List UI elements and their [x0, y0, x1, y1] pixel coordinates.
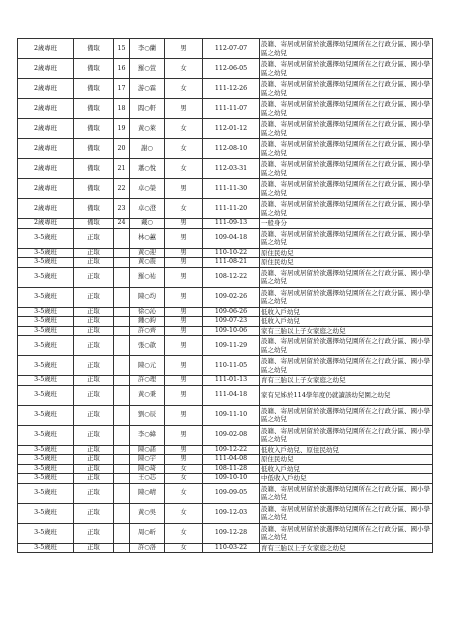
table-row: [18, 503, 433, 523]
gender-cell: 女: [165, 59, 203, 79]
status-cell: 備取: [74, 139, 114, 159]
number-cell: [114, 307, 130, 317]
number-cell: [114, 326, 130, 336]
birthdate-cell: 111-12-26: [203, 79, 260, 99]
birthdate-cell: 110-11-05: [203, 356, 260, 376]
birthdate-cell: 111-01-13: [203, 376, 260, 386]
class-cell: 3-5歲班: [18, 474, 74, 484]
eligibility-cell: 設籍、寄居或居留於欲選擇幼兒園所在之行政分區、國小學區之幼兒: [260, 228, 433, 248]
status-cell: 正取: [74, 307, 114, 317]
number-cell: [114, 258, 130, 268]
birthdate-cell: 109-06-26: [203, 307, 260, 317]
eligibility-cell: 原住民幼兒: [260, 248, 433, 258]
status-cell: 備取: [74, 79, 114, 99]
class-cell: 3-5歲班: [18, 287, 74, 307]
eligibility-cell: 家有三胎以上子女家庭之幼兒: [260, 326, 433, 336]
table-row: [18, 39, 433, 59]
eligibility-cell: 設籍、寄居或居留於欲選擇幼兒園所在之行政分區、國小學區之幼兒: [260, 39, 433, 59]
class-cell: 2歲專班: [18, 199, 74, 219]
class-cell: 3-5歲班: [18, 464, 74, 474]
gender-cell: 女: [165, 474, 203, 484]
gender-cell: 男: [165, 307, 203, 317]
gender-cell: 女: [165, 139, 203, 159]
name-cell: 陳○宇: [130, 455, 165, 465]
gender-cell: 男: [165, 376, 203, 386]
name-cell: 閻○軒: [130, 99, 165, 119]
number-cell: [114, 474, 130, 484]
birthdate-cell: 111-11-07: [203, 99, 260, 119]
birthdate-cell: 108-12-22: [203, 267, 260, 287]
status-cell: 正取: [74, 376, 114, 386]
table-row: [18, 445, 433, 455]
table-row: [18, 307, 433, 317]
number-cell: [114, 356, 130, 376]
birthdate-cell: 109-02-26: [203, 287, 260, 307]
status-cell: 正取: [74, 317, 114, 327]
name-cell: 游○霖: [130, 79, 165, 99]
birthdate-cell: 109-07-23: [203, 317, 260, 327]
table-row: [18, 79, 433, 99]
class-cell: 2歲專班: [18, 59, 74, 79]
table-row: [18, 258, 433, 268]
birthdate-cell: 111-09-13: [203, 219, 260, 229]
table-row: [18, 317, 433, 327]
birthdate-cell: 111-11-30: [203, 179, 260, 199]
number-cell: [114, 287, 130, 307]
table-row: [18, 336, 433, 356]
gender-cell: 男: [165, 356, 203, 376]
class-cell: 3-5歲班: [18, 543, 74, 553]
table-row: [18, 267, 433, 287]
class-cell: 3-5歲班: [18, 307, 74, 317]
birthdate-cell: 109-10-10: [203, 474, 260, 484]
table-row: [18, 99, 433, 119]
status-cell: 備取: [74, 159, 114, 179]
status-cell: 備取: [74, 99, 114, 119]
table-row: [18, 483, 433, 503]
name-cell: 陳○琦: [130, 464, 165, 474]
status-cell: 正取: [74, 287, 114, 307]
gender-cell: 男: [165, 267, 203, 287]
status-cell: 備取: [74, 59, 114, 79]
birthdate-cell: 109-11-10: [203, 405, 260, 425]
name-cell: 徐○沁: [130, 307, 165, 317]
gender-cell: 女: [165, 119, 203, 139]
gender-cell: 男: [165, 385, 203, 405]
name-cell: 戴○: [130, 219, 165, 229]
eligibility-cell: 一般身分: [260, 219, 433, 229]
name-cell: 黃○秉: [130, 385, 165, 405]
eligibility-cell: 低收入戶幼兒: [260, 317, 433, 327]
status-cell: 正取: [74, 258, 114, 268]
birthdate-cell: 110-10-22: [203, 248, 260, 258]
eligibility-cell: 育有三胎以上子女家庭之幼兒: [260, 376, 433, 386]
birthdate-cell: 112-03-31: [203, 159, 260, 179]
number-cell: [114, 248, 130, 258]
class-cell: 3-5歲班: [18, 503, 74, 523]
table-row: [18, 523, 433, 543]
birthdate-cell: 112-07-07: [203, 39, 260, 59]
eligibility-cell: 設籍、寄居或居留於欲選擇幼兒園所在之行政分區、國小學區之幼兒: [260, 336, 433, 356]
name-cell: 劉○辰: [130, 405, 165, 425]
gender-cell: 女: [165, 79, 203, 99]
class-cell: 3-5歲班: [18, 445, 74, 455]
status-cell: 正取: [74, 445, 114, 455]
name-cell: 李○蘭: [130, 39, 165, 59]
name-cell: 李○緯: [130, 425, 165, 445]
eligibility-cell: 設籍、寄居或居留於欲選擇幼兒園所在之行政分區、國小學區之幼兒: [260, 523, 433, 543]
name-cell: 黃○震: [130, 258, 165, 268]
number-cell: [114, 376, 130, 386]
number-cell: [114, 385, 130, 405]
birthdate-cell: 109-11-29: [203, 336, 260, 356]
table-row: [18, 455, 433, 465]
name-cell: 羅○祐: [130, 267, 165, 287]
eligibility-cell: 設籍、寄居或居留於欲選擇幼兒園所在之行政分區、國小學區之幼兒: [260, 425, 433, 445]
status-cell: 備取: [74, 179, 114, 199]
birthdate-cell: 111-11-20: [203, 199, 260, 219]
number-cell: 20: [114, 139, 130, 159]
gender-cell: 女: [165, 464, 203, 474]
gender-cell: 女: [165, 199, 203, 219]
name-cell: 王○芯: [130, 474, 165, 484]
name-cell: 卓○澄: [130, 199, 165, 219]
class-cell: 3-5歲班: [18, 455, 74, 465]
status-cell: 備取: [74, 39, 114, 59]
table-row: [18, 119, 433, 139]
name-cell: 卓○榮: [130, 179, 165, 199]
class-cell: 3-5歲班: [18, 248, 74, 258]
gender-cell: 男: [165, 326, 203, 336]
table-row: [18, 228, 433, 248]
birthdate-cell: 112-08-10: [203, 139, 260, 159]
name-cell: 謝○: [130, 139, 165, 159]
name-cell: 陳○元: [130, 356, 165, 376]
class-cell: 2歲專班: [18, 139, 74, 159]
table-row: [18, 199, 433, 219]
eligibility-cell: 設籍、寄居或居留於欲選擇幼兒園所在之行政分區、國小學區之幼兒: [260, 179, 433, 199]
table-row: [18, 376, 433, 386]
class-cell: 3-5歲班: [18, 228, 74, 248]
name-cell: 許○洛: [130, 543, 165, 553]
gender-cell: 女: [165, 159, 203, 179]
number-cell: [114, 336, 130, 356]
status-cell: 正取: [74, 483, 114, 503]
birthdate-cell: 111-04-08: [203, 455, 260, 465]
gender-cell: 男: [165, 258, 203, 268]
eligibility-cell: 設籍、寄居或居留於欲選擇幼兒園所在之行政分區、國小學區之幼兒: [260, 356, 433, 376]
gender-cell: 男: [165, 179, 203, 199]
status-cell: 正取: [74, 455, 114, 465]
table-row: [18, 219, 433, 229]
name-cell: 鍾○鈞: [130, 317, 165, 327]
class-cell: 2歲專班: [18, 99, 74, 119]
birthdate-cell: 110-03-22: [203, 543, 260, 553]
number-cell: 16: [114, 59, 130, 79]
status-cell: 正取: [74, 267, 114, 287]
name-cell: 陳○諾: [130, 445, 165, 455]
table-row: [18, 405, 433, 425]
status-cell: 正取: [74, 356, 114, 376]
status-cell: 正取: [74, 385, 114, 405]
table-row: [18, 59, 433, 79]
eligibility-cell: 原住民幼兒: [260, 258, 433, 268]
class-cell: 3-5歲班: [18, 376, 74, 386]
status-cell: 正取: [74, 464, 114, 474]
class-cell: 3-5歲班: [18, 317, 74, 327]
class-cell: 3-5歲班: [18, 258, 74, 268]
name-cell: 周○昕: [130, 523, 165, 543]
number-cell: 18: [114, 99, 130, 119]
gender-cell: 男: [165, 336, 203, 356]
birthdate-cell: 112-01-12: [203, 119, 260, 139]
gender-cell: 男: [165, 455, 203, 465]
class-cell: 3-5歲班: [18, 267, 74, 287]
birthdate-cell: 109-04-18: [203, 228, 260, 248]
eligibility-cell: 設籍、寄居或居留於欲選擇幼兒園所在之行政分區、國小學區之幼兒: [260, 99, 433, 119]
table-row: [18, 179, 433, 199]
class-cell: 2歲專班: [18, 159, 74, 179]
eligibility-cell: 設籍、寄居或居留於欲選擇幼兒園所在之行政分區、國小學區之幼兒: [260, 159, 433, 179]
number-cell: [114, 464, 130, 474]
table-row: [18, 248, 433, 258]
status-cell: 備取: [74, 219, 114, 229]
name-cell: 黃○迎: [130, 248, 165, 258]
table-row: [18, 385, 433, 405]
class-cell: 2歲專班: [18, 119, 74, 139]
name-cell: 陳○晴: [130, 483, 165, 503]
eligibility-cell: 設籍、寄居或居留於欲選擇幼兒園所在之行政分區、國小學區之幼兒: [260, 483, 433, 503]
table-row: [18, 287, 433, 307]
status-cell: 備取: [74, 199, 114, 219]
status-cell: 正取: [74, 474, 114, 484]
number-cell: [114, 445, 130, 455]
eligibility-cell: 設籍、寄居或居留於欲選擇幼兒園所在之行政分區、國小學區之幼兒: [260, 79, 433, 99]
name-cell: 林○蕙: [130, 228, 165, 248]
gender-cell: 男: [165, 405, 203, 425]
number-cell: 21: [114, 159, 130, 179]
table-row: [18, 139, 433, 159]
number-cell: [114, 228, 130, 248]
class-cell: 3-5歲班: [18, 356, 74, 376]
birthdate-cell: 109-02-08: [203, 425, 260, 445]
eligibility-cell: 設籍、寄居或居留於欲選擇幼兒園所在之行政分區、國小學區之幼兒: [260, 503, 433, 523]
gender-cell: 男: [165, 425, 203, 445]
status-cell: 正取: [74, 503, 114, 523]
eligibility-cell: 育有三胎以上子女家庭之幼兒: [260, 543, 433, 553]
number-cell: [114, 455, 130, 465]
gender-cell: 男: [165, 248, 203, 258]
table-row: [18, 543, 433, 553]
gender-cell: 男: [165, 99, 203, 119]
number-cell: 23: [114, 199, 130, 219]
birthdate-cell: 109-12-22: [203, 445, 260, 455]
eligibility-cell: 設籍、寄居或居留於欲選擇幼兒園所在之行政分區、國小學區之幼兒: [260, 405, 433, 425]
status-cell: 正取: [74, 425, 114, 445]
number-cell: [114, 483, 130, 503]
number-cell: [114, 267, 130, 287]
class-cell: 3-5歲班: [18, 336, 74, 356]
eligibility-cell: 低收入戶幼兒: [260, 307, 433, 317]
number-cell: [114, 543, 130, 553]
gender-cell: 女: [165, 483, 203, 503]
number-cell: [114, 405, 130, 425]
name-cell: 陳○均: [130, 287, 165, 307]
number-cell: 15: [114, 39, 130, 59]
eligibility-cell: 低收入戶幼兒、原住民幼兒: [260, 445, 433, 455]
table-row: [18, 474, 433, 484]
gender-cell: 男: [165, 445, 203, 455]
status-cell: 正取: [74, 543, 114, 553]
eligibility-cell: 設籍、寄居或居留於欲選擇幼兒園所在之行政分區、國小學區之幼兒: [260, 139, 433, 159]
status-cell: 備取: [74, 119, 114, 139]
eligibility-cell: 設籍、寄居或居留於欲選擇幼兒園所在之行政分區、國小學區之幼兒: [260, 287, 433, 307]
status-cell: 正取: [74, 405, 114, 425]
eligibility-cell: 低收入戶幼兒: [260, 464, 433, 474]
status-cell: 正取: [74, 336, 114, 356]
birthdate-cell: 109-12-28: [203, 523, 260, 543]
number-cell: 22: [114, 179, 130, 199]
number-cell: 24: [114, 219, 130, 229]
gender-cell: 女: [165, 543, 203, 553]
birthdate-cell: 109-10-06: [203, 326, 260, 336]
table-row: [18, 464, 433, 474]
gender-cell: 女: [165, 523, 203, 543]
eligibility-cell: 設籍、寄居或居留於欲選擇幼兒園所在之行政分區、國小學區之幼兒: [260, 119, 433, 139]
status-cell: 正取: [74, 326, 114, 336]
birthdate-cell: 111-04-18: [203, 385, 260, 405]
class-cell: 3-5歲班: [18, 385, 74, 405]
eligibility-cell: 設籍、寄居或居留於欲選擇幼兒園所在之行政分區、國小學區之幼兒: [260, 199, 433, 219]
name-cell: 許○理: [130, 376, 165, 386]
number-cell: [114, 317, 130, 327]
eligibility-cell: 原住民幼兒: [260, 455, 433, 465]
number-cell: [114, 503, 130, 523]
class-cell: 3-5歲班: [18, 483, 74, 503]
class-cell: 2歲專班: [18, 179, 74, 199]
birthdate-cell: 109-12-03: [203, 503, 260, 523]
gender-cell: 男: [165, 219, 203, 229]
admission-table-body: [18, 39, 433, 553]
eligibility-cell: 中低收入戶幼兒: [260, 474, 433, 484]
gender-cell: 男: [165, 39, 203, 59]
name-cell: 黃○萊: [130, 119, 165, 139]
admission-table: [17, 38, 433, 553]
birthdate-cell: 109-09-05: [203, 483, 260, 503]
status-cell: 正取: [74, 523, 114, 543]
eligibility-cell: 家有兄姊於114學年度仍就讀該幼兒園之幼兒: [260, 385, 433, 405]
class-cell: 3-5歲班: [18, 523, 74, 543]
eligibility-cell: 設籍、寄居或居留於欲選擇幼兒園所在之行政分區、國小學區之幼兒: [260, 59, 433, 79]
class-cell: 3-5歲班: [18, 326, 74, 336]
number-cell: [114, 425, 130, 445]
admission-list-page: [17, 38, 432, 553]
name-cell: 許○齊: [130, 326, 165, 336]
class-cell: 3-5歲班: [18, 425, 74, 445]
table-row: [18, 356, 433, 376]
table-row: [18, 159, 433, 179]
name-cell: 張○歆: [130, 336, 165, 356]
name-cell: 蕭○悅: [130, 159, 165, 179]
name-cell: 黃○吳: [130, 503, 165, 523]
number-cell: [114, 523, 130, 543]
gender-cell: 男: [165, 287, 203, 307]
class-cell: 2歲專班: [18, 219, 74, 229]
name-cell: 羅○萱: [130, 59, 165, 79]
birthdate-cell: 111-08-21: [203, 258, 260, 268]
eligibility-cell: 設籍、寄居或居留於欲選擇幼兒園所在之行政分區、國小學區之幼兒: [260, 267, 433, 287]
birthdate-cell: 108-11-28: [203, 464, 260, 474]
class-cell: 3-5歲班: [18, 405, 74, 425]
class-cell: 2歲專班: [18, 79, 74, 99]
number-cell: 17: [114, 79, 130, 99]
table-row: [18, 425, 433, 445]
gender-cell: 女: [165, 503, 203, 523]
status-cell: 正取: [74, 228, 114, 248]
number-cell: 19: [114, 119, 130, 139]
gender-cell: 男: [165, 317, 203, 327]
status-cell: 正取: [74, 248, 114, 258]
table-row: [18, 326, 433, 336]
class-cell: 2歲專班: [18, 39, 74, 59]
birthdate-cell: 112-06-05: [203, 59, 260, 79]
gender-cell: 男: [165, 228, 203, 248]
